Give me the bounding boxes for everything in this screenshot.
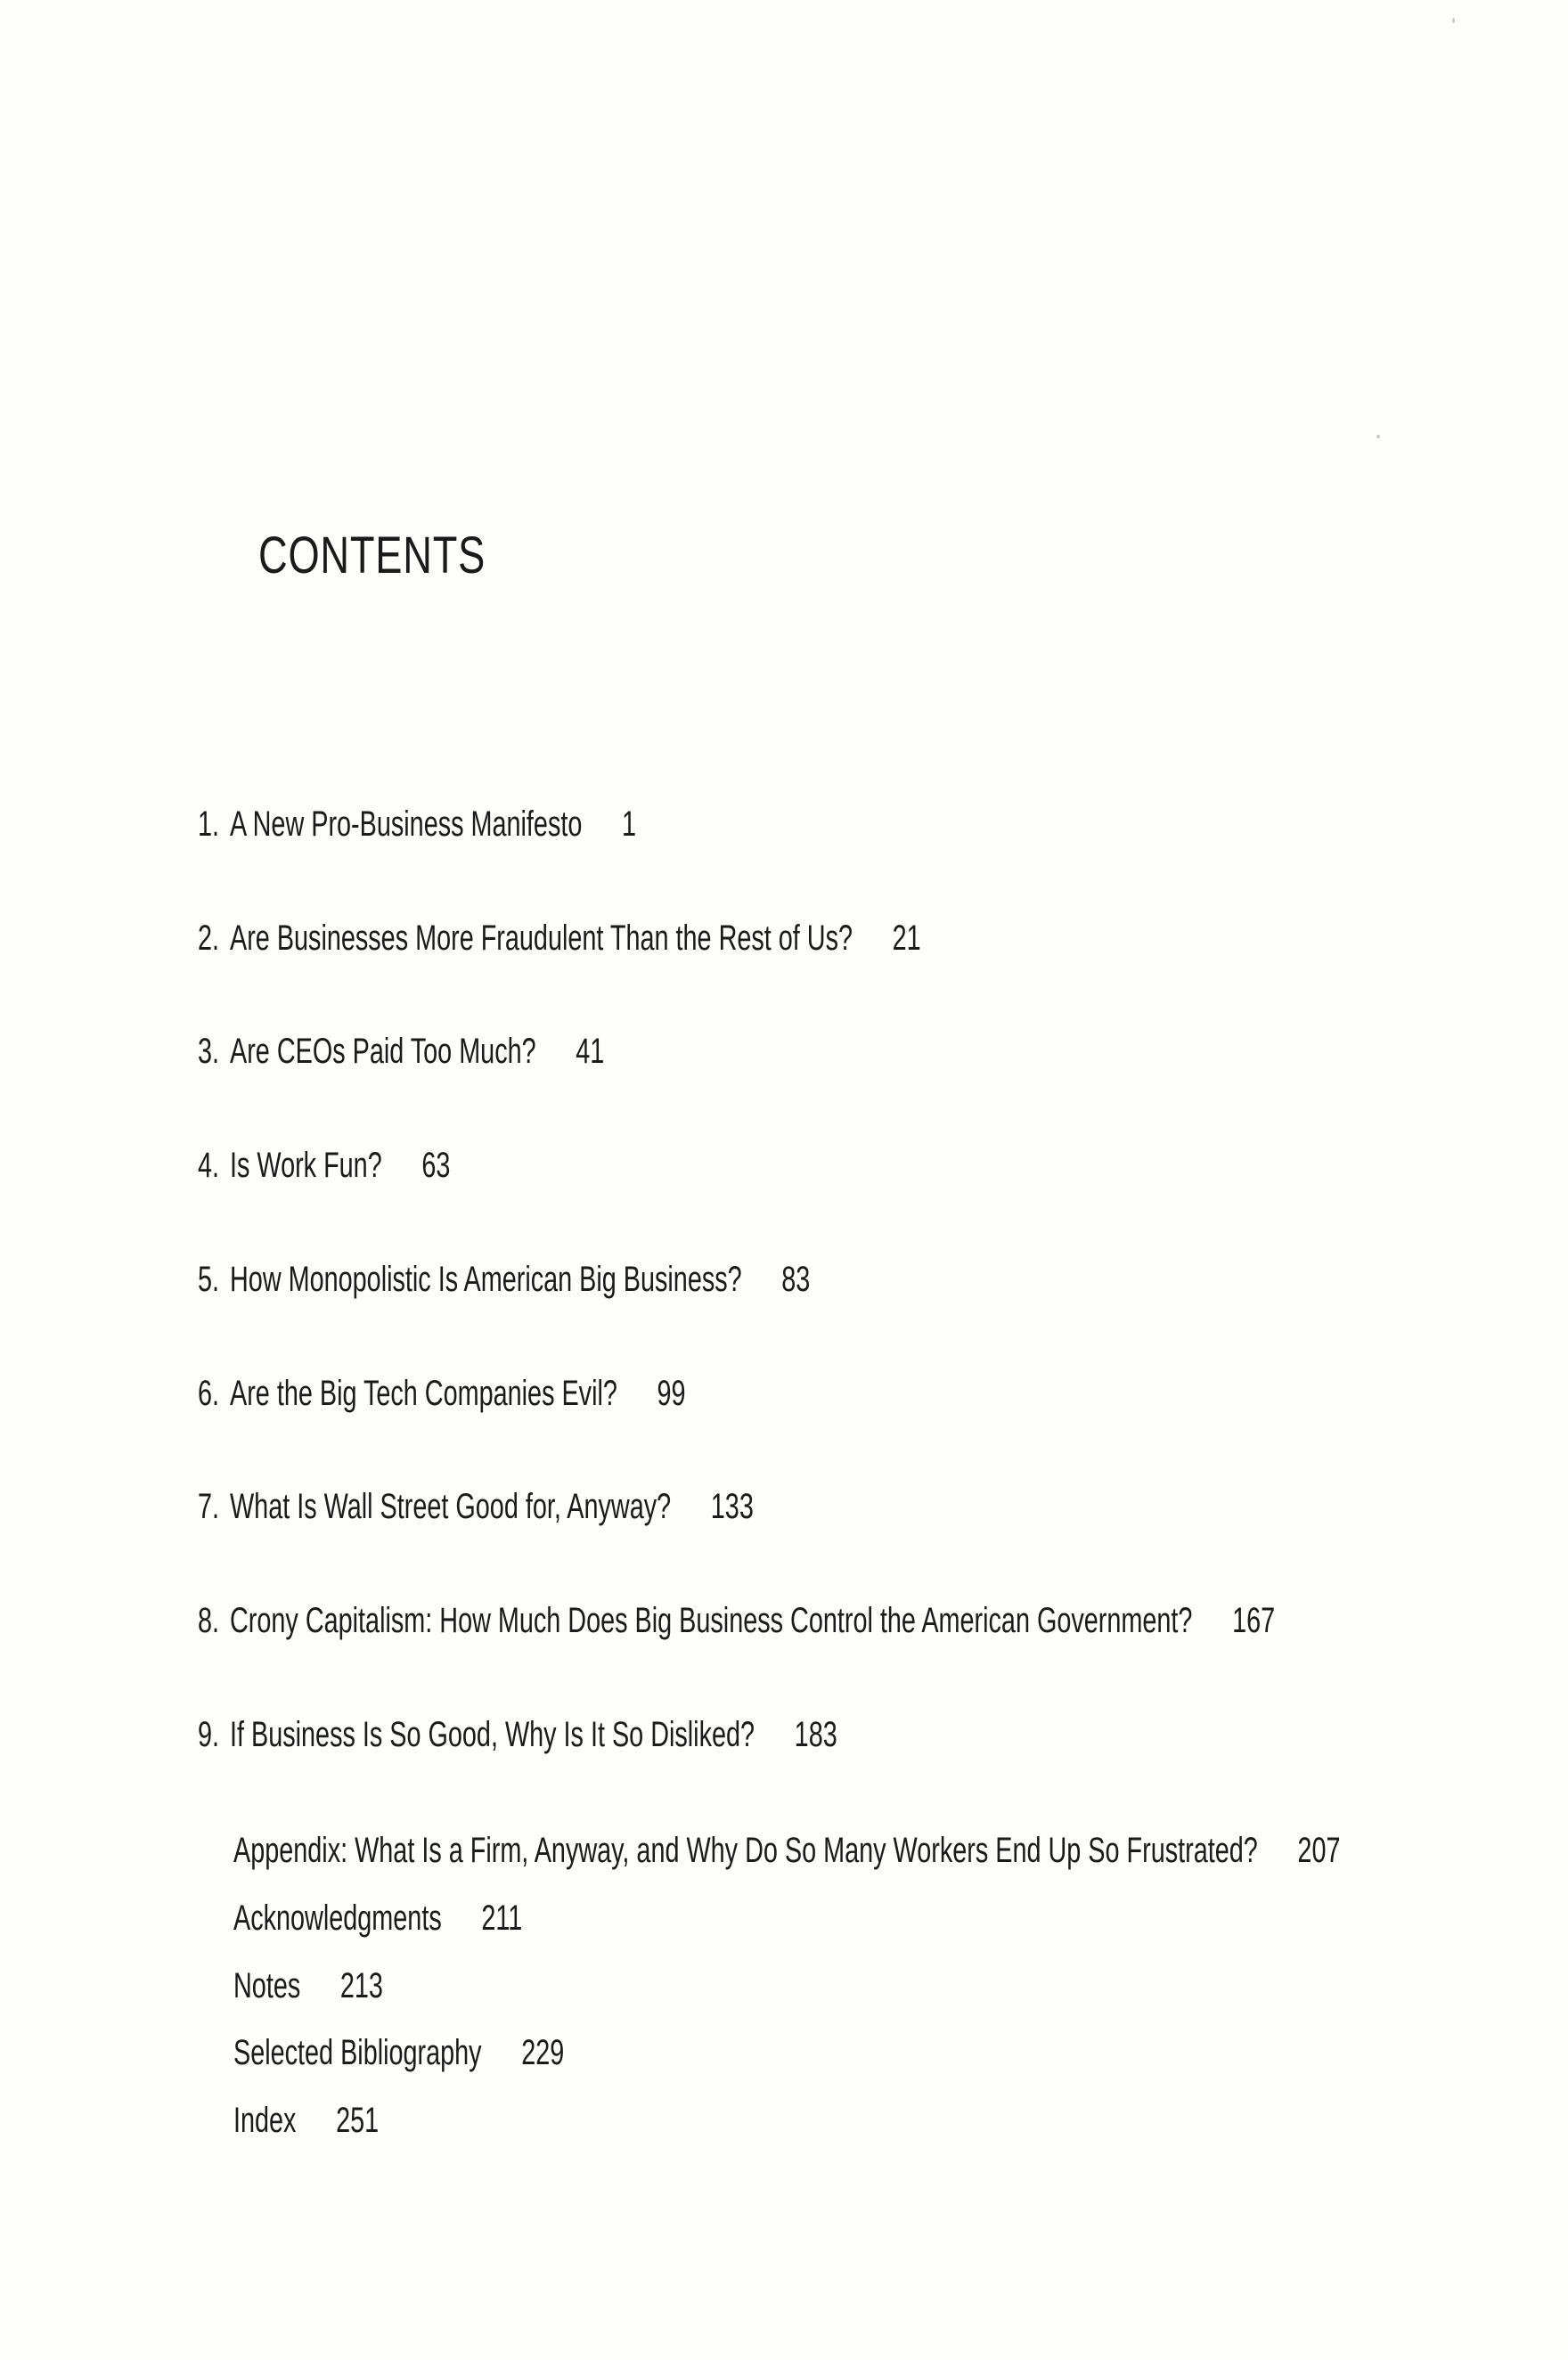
- backmatter-page-number: 211: [481, 1899, 523, 1938]
- chapter-entry[interactable]: [198, 1371, 686, 1416]
- chapter-title: A New Pro-Business Manifesto: [230, 804, 583, 844]
- chapter-page-number: 183: [794, 1715, 837, 1754]
- backmatter-entry[interactable]: [233, 1964, 383, 2008]
- chapter-title: Is Work Fun?: [230, 1146, 382, 1185]
- chapter-entry[interactable]: [198, 1029, 604, 1074]
- chapter-entry[interactable]: [198, 1484, 754, 1529]
- chapter-entry[interactable]: [198, 1712, 837, 1757]
- chapter-page-number: 41: [576, 1032, 605, 1071]
- chapter-page-number: 167: [1232, 1601, 1276, 1640]
- paper-speck: [1376, 435, 1380, 438]
- chapter-entry[interactable]: [198, 802, 636, 846]
- backmatter-title: Notes: [233, 1966, 301, 2005]
- backmatter-title: Acknowledgments: [233, 1899, 442, 1938]
- chapter-entry[interactable]: [198, 1143, 450, 1188]
- chapter-title: How Monopolistic Is American Big Business?: [230, 1260, 742, 1299]
- chapter-title: If Business Is So Good, Why Is It So Disliked?: [230, 1715, 755, 1754]
- chapter-number: 8.: [198, 1601, 220, 1640]
- chapter-page-number: 99: [657, 1374, 686, 1413]
- chapter-page-number: 83: [781, 1260, 811, 1299]
- chapter-title: Are CEOs Paid Too Much?: [230, 1032, 536, 1071]
- chapter-title: Are Businesses More Fraudulent Than the Rest of Us?: [230, 919, 853, 958]
- chapter-entry[interactable]: [198, 916, 921, 960]
- backmatter-page-number: 229: [521, 2033, 565, 2072]
- backmatter-page-number: 207: [1297, 1831, 1341, 1870]
- backmatter-title: Appendix: What Is a Firm, Anyway, and Why Do So Many Workers End Up So Frustrated?: [233, 1831, 1258, 1870]
- backmatter-entry[interactable]: [233, 1896, 522, 1940]
- backmatter-title: Selected Bibliography: [233, 2033, 482, 2072]
- chapter-entry[interactable]: [198, 1257, 810, 1302]
- chapter-page-number: 1: [622, 804, 637, 844]
- backmatter-page-number: 213: [339, 1966, 383, 2005]
- chapter-page-number: 63: [421, 1146, 451, 1185]
- chapter-page-number: 133: [710, 1487, 754, 1526]
- chapter-entry[interactable]: [198, 1598, 1275, 1643]
- chapter-title: Are the Big Tech Companies Evil?: [230, 1374, 617, 1413]
- backmatter-title: Index: [233, 2101, 297, 2140]
- chapter-number: 3.: [198, 1032, 220, 1071]
- chapter-page-number: 21: [892, 919, 921, 958]
- chapter-title: Crony Capitalism: How Much Does Big Business Control the American Government?: [230, 1601, 1193, 1640]
- chapter-number: 6.: [198, 1374, 220, 1413]
- contents-heading: CONTENTS: [258, 527, 486, 584]
- chapter-title: What Is Wall Street Good for, Anyway?: [230, 1487, 672, 1526]
- backmatter-entry[interactable]: [233, 2098, 379, 2143]
- backmatter-page-number: 251: [336, 2101, 380, 2140]
- backmatter-entry[interactable]: [233, 2030, 564, 2075]
- chapter-number: 1.: [198, 804, 220, 844]
- paper-speck: [1452, 18, 1455, 23]
- chapter-number: 7.: [198, 1487, 220, 1526]
- chapter-number: 4.: [198, 1146, 220, 1185]
- chapter-number: 9.: [198, 1715, 220, 1754]
- chapter-number: 5.: [198, 1260, 220, 1299]
- chapter-number: 2.: [198, 919, 220, 958]
- backmatter-entry[interactable]: [233, 1828, 1340, 1873]
